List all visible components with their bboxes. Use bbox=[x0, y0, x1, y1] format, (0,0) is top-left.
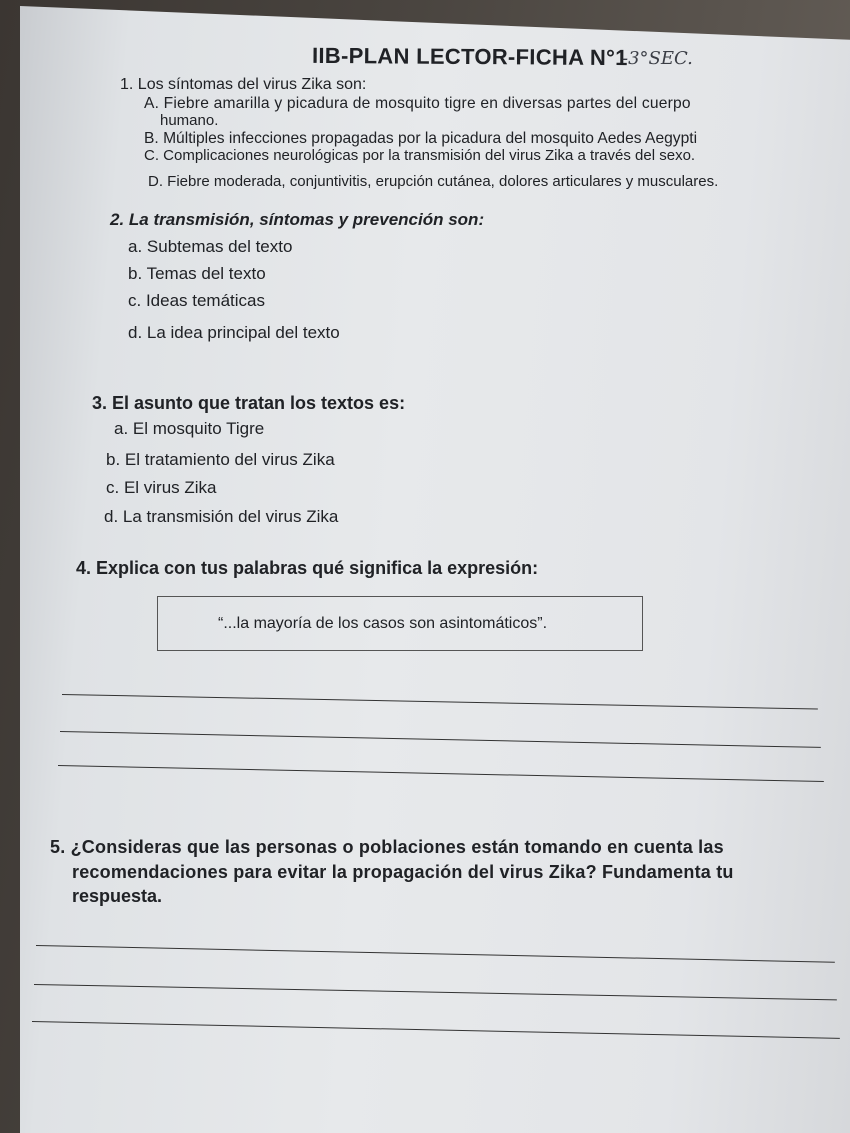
question-3-option-b: b. El tratamiento del virus Zika bbox=[106, 450, 335, 469]
answer-line-q5-3[interactable] bbox=[32, 1021, 840, 1039]
handwritten-grade-note: -3°SEC. bbox=[622, 48, 693, 69]
answer-line-q4-1[interactable] bbox=[62, 694, 818, 710]
question-2-option-b: b. Temas del texto bbox=[128, 264, 266, 283]
question-4-stem: 4. Explica con tus palabras qué significa la expresión: bbox=[76, 558, 539, 578]
question-2-stem: 2. La transmisión, síntomas y prevención son: bbox=[110, 210, 485, 229]
question-3-option-d: d. La transmisión del virus Zika bbox=[104, 507, 339, 526]
question-3-option-a: a. El mosquito Tigre bbox=[114, 419, 265, 438]
question-1-stem: 1. Los síntomas del virus Zika son: bbox=[120, 76, 367, 93]
question-1-option-b: B. Múltiples infecciones propagadas por la picadura del mosquito Aedes Aegypti bbox=[144, 130, 698, 147]
question-3-stem: 3. El asunto que tratan los textos es: bbox=[92, 393, 406, 413]
question-1-option-a-cont: humano. bbox=[160, 112, 219, 129]
answer-line-q5-1[interactable] bbox=[36, 945, 835, 963]
answer-line-q4-3[interactable] bbox=[58, 765, 824, 782]
question-3-option-c: c. El virus Zika bbox=[106, 478, 217, 497]
question-5-stem-line-2: recomendaciones para evitar la propagación del virus Zika? Fundamenta tu bbox=[72, 862, 734, 882]
worksheet-title: IIB-PLAN LECTOR-FICHA N°1 bbox=[311, 42, 628, 71]
question-5-stem-line-3: respuesta. bbox=[72, 886, 163, 906]
question-1-option-a: A. Fiebre amarilla y picadura de mosquito tigre en diversas partes del cuerpo bbox=[144, 95, 691, 112]
question-2-option-d: d. La idea principal del texto bbox=[128, 323, 340, 342]
answer-line-q5-2[interactable] bbox=[34, 984, 837, 1000]
question-1-option-d: D. Fiebre moderada, conjuntivitis, erupción cutánea, dolores articulares y musculares. bbox=[148, 173, 719, 190]
question-2-option-c: c. Ideas temáticas bbox=[128, 291, 266, 310]
question-5-stem-line-1: 5. ¿Consideras que las personas o poblaciones están tomando en cuenta las bbox=[50, 837, 724, 857]
quote-text: “...la mayoría de los casos son asintomáticos”. bbox=[218, 614, 548, 632]
question-1-option-c: C. Complicaciones neurológicas por la transmisión del virus Zika a través del sexo. bbox=[144, 147, 696, 164]
quote-box bbox=[157, 596, 643, 651]
question-2-option-a: a. Subtemas del texto bbox=[128, 237, 293, 256]
answer-line-q4-2[interactable] bbox=[60, 731, 821, 748]
